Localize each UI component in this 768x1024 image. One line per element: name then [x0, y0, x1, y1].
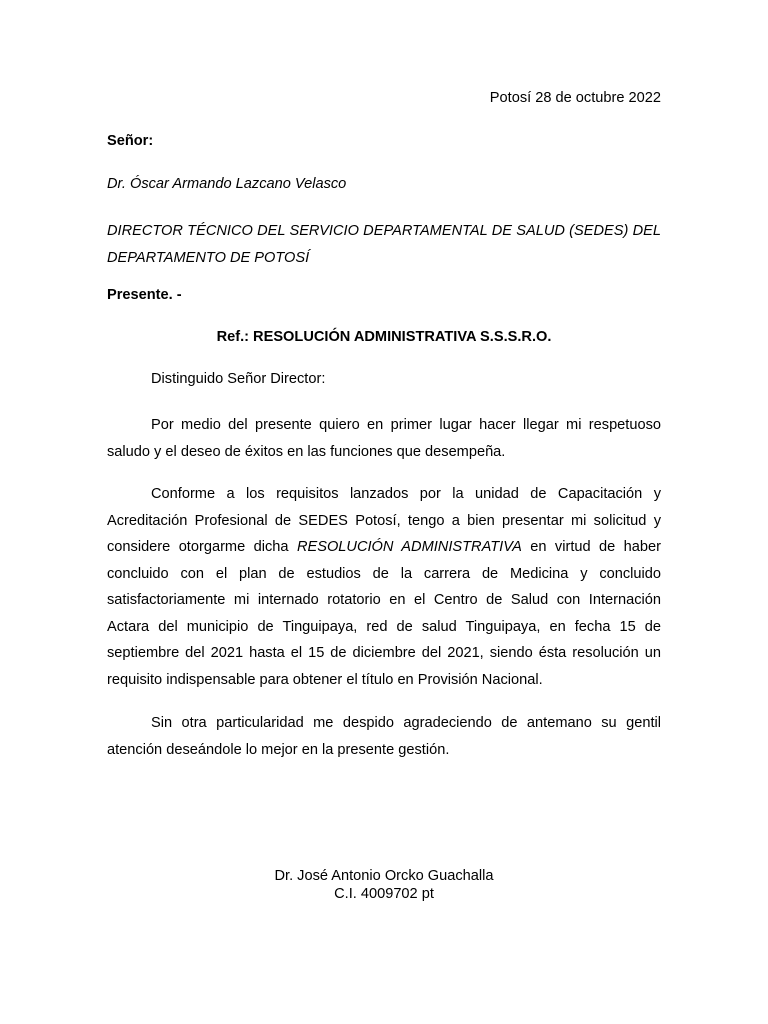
salutation-heading: Señor:: [107, 133, 154, 149]
presente-line: Presente. -: [107, 287, 182, 303]
body-paragraph-1: Por medio del presente quiero en primer lugar hacer llegar mi respetuoso saludo y el deseo de éxitos en las funciones que desempeña.: [107, 417, 661, 460]
reference-line: Ref.: RESOLUCIÓN ADMINISTRATIVA S.S.S.R.O.: [216, 329, 552, 345]
body-paragraph-2: [107, 481, 661, 693]
letter-date: Potosí 28 de octubre 2022: [489, 90, 661, 106]
recipient-name: Dr. Óscar Armando Lazcano Velasco: [107, 176, 347, 192]
body-paragraph-2-start: Conforme a los requisitos lanzados por la unidad de Capacitación y Acreditación Profesional de SEDES Potosí, tengo a bien presentar mi solicitud y considere otorgarme dicha: [107, 486, 661, 555]
signature-id: C.I. 4009702 pt: [334, 886, 434, 902]
signature-name: Dr. José Antonio Orcko Guachalla: [274, 868, 494, 884]
body-paragraph-3: Sin otra particularidad me despido agradeciendo de antemano su gentil atención deseándole lo mejor en la presente gestión.: [107, 715, 661, 758]
greeting-line: Distinguido Señor Director:: [151, 371, 326, 387]
body-paragraph-2-end: en virtud de haber concluido con el plan de estudios de la carrera de Medicina y concluido satisfactoriamente mi internado rotatorio en el Centro de Salud con Internación Actara del municipio de Tinguipaya, red de salud Tinguipaya, en fecha 15 de septiembre del 2021 hasta el 15 de diciembre del 2021, siendo ésta resolución un requisito indispensable para obtener el título en Provisión Nacional.: [107, 539, 662, 688]
body-paragraph-2-emphasis: RESOLUCIÓN ADMINISTRATIVA: [296, 539, 522, 555]
recipient-position: DIRECTOR TÉCNICO DEL SERVICIO DEPARTAMENTAL DE SALUD (SEDES) DEL DEPARTAMENTO DE POTOSÍ: [107, 223, 661, 266]
